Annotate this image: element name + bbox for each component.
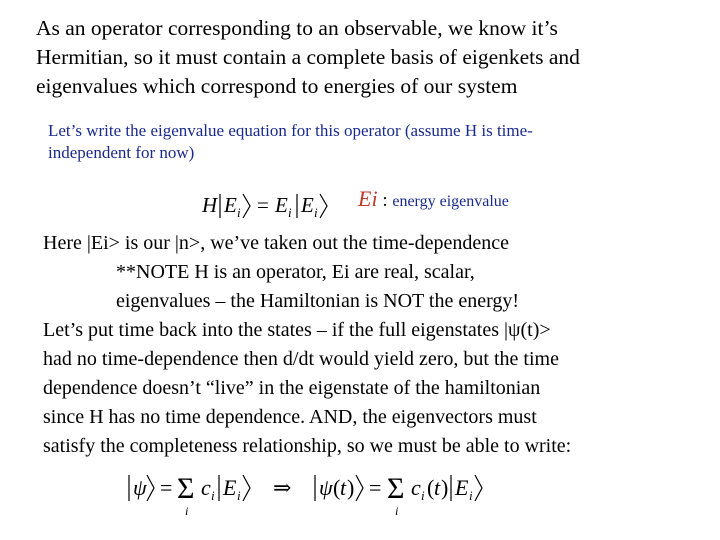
- body-line-7: since H has no time dependence. AND, the eigenvectors must: [43, 406, 537, 428]
- svg-text:i: i: [237, 205, 241, 220]
- svg-text:t: t: [434, 475, 441, 500]
- svg-text:c: c: [411, 475, 421, 500]
- svg-text:i: i: [395, 504, 399, 518]
- svg-text:Σ: Σ: [177, 472, 195, 505]
- svg-text:H: H: [202, 193, 218, 217]
- svg-text:): ): [441, 475, 449, 500]
- svg-text:E: E: [224, 193, 237, 217]
- energy-eigenvalue-label: [358, 186, 509, 212]
- svg-text:Σ: Σ: [387, 472, 405, 505]
- svg-text:): ): [347, 475, 355, 500]
- expansion-equation: [125, 465, 495, 521]
- svg-text:E: E: [275, 193, 288, 217]
- svg-text:=: =: [160, 475, 173, 500]
- body-line-3: eigenvalues – the Hamiltonian is NOT the energy!: [116, 290, 520, 312]
- eigenvalue-equation-note: [48, 120, 533, 164]
- svg-text:i: i: [288, 205, 292, 220]
- body-paragraph: [43, 229, 571, 461]
- svg-text:⇒: ⇒: [273, 475, 292, 500]
- svg-text:ψ: ψ: [133, 475, 147, 500]
- svg-text:E: E: [301, 193, 314, 217]
- svg-text:(: (: [333, 475, 341, 500]
- svg-text:i: i: [237, 488, 241, 503]
- svg-text:(: (: [427, 475, 435, 500]
- body-line-2: **NOTE H is an operator, Ei are real, scalar,: [116, 261, 475, 283]
- body-line-4: Let’s put time back into the states – if the full eigenstates |ψ(t)>: [43, 319, 551, 341]
- svg-text:c: c: [201, 475, 211, 500]
- label-text: energy eigenvalue: [392, 193, 509, 210]
- svg-text:E: E: [223, 475, 237, 500]
- intro-line-2: Hermitian, so it must contain a complete basis of eigenkets and: [36, 45, 580, 69]
- svg-text:i: i: [421, 488, 425, 503]
- sub-line-2: independent for now): [48, 143, 195, 162]
- label-colon: :: [382, 190, 388, 211]
- svg-text:i: i: [314, 205, 318, 220]
- intro-line-3: eigenvalues which correspond to energies of our system: [36, 74, 518, 98]
- svg-text:E: E: [455, 475, 469, 500]
- svg-text:ψ: ψ: [319, 475, 333, 500]
- intro-paragraph: [36, 14, 580, 101]
- svg-text:i: i: [469, 488, 473, 503]
- svg-text:=: =: [257, 193, 269, 217]
- svg-text:=: =: [369, 475, 382, 500]
- body-line-6: dependence doesn’t “live” in the eigenstate of the hamiltonian: [43, 377, 541, 399]
- sub-line-1: Let’s write the eigenvalue equation for this operator (assume H is time-: [48, 121, 533, 140]
- svg-text:i: i: [185, 504, 189, 518]
- svg-text:i: i: [211, 488, 215, 503]
- body-line-5: had no time-dependence then d/dt would yield zero, but the time: [43, 348, 559, 370]
- intro-line-1: As an operator corresponding to an observable, we know it’s: [36, 16, 558, 40]
- body-line-1: Here |Ei> is our |n>, we’ve taken out the time-dependence: [43, 232, 509, 254]
- eigenvalue-equation: [200, 188, 350, 222]
- svg-text:t: t: [340, 475, 347, 500]
- ei-symbol: Ei: [358, 186, 378, 211]
- body-line-8: satisfy the completeness relationship, so we must be able to write:: [43, 435, 572, 457]
